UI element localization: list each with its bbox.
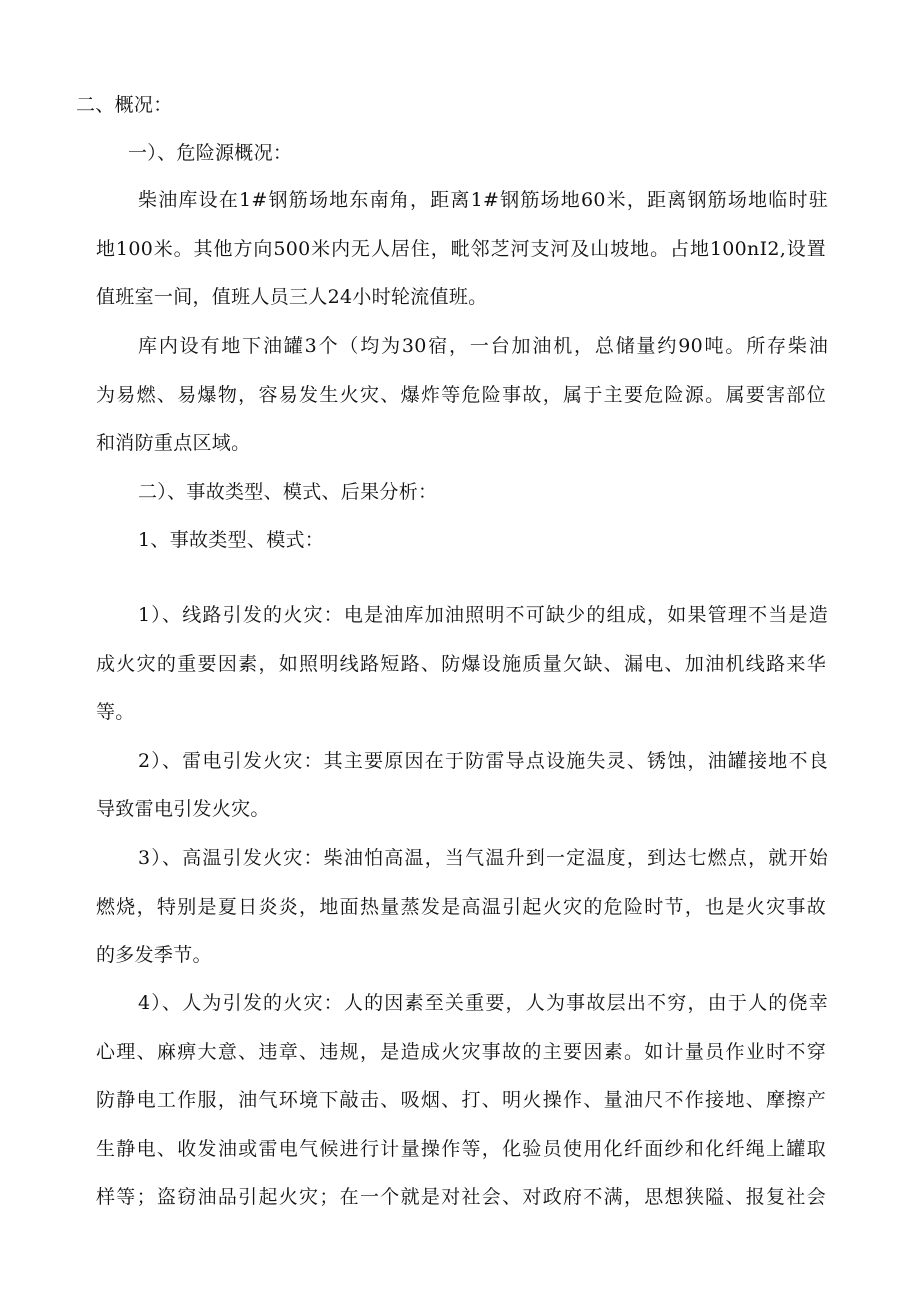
item-1-line-1: 1）、线路引发的火灾：电是油库加油照明不可缺少的组成，如果管理不当是造 <box>138 604 828 626</box>
item-4-line-1: 4）、人为引发的火灾：人的因素至关重要，人为事故层出不穷，由于人的侥幸 <box>138 992 828 1014</box>
paragraph-2-line-3: 和消防重点区域。 <box>96 432 251 454</box>
paragraph-2-line-2: 为易燃、易爆物，容易发生火灾、爆炸等危险事故，属于主要危险源。属要害部位 <box>96 384 826 406</box>
item-4-line-2: 心理、麻痹大意、违章、违规，是造成火灾事故的主要因素。如计量员作业时不穿 <box>96 1041 826 1063</box>
item-2-line-2: 导致雷电引发火灾。 <box>96 798 270 820</box>
paragraph-1-line-3: 值班室一间，值班人员三人24小时轮流值班。 <box>96 286 488 308</box>
section-heading: 二、概况： <box>76 94 173 116</box>
item-1-line-2: 成火灾的重要因素，如照明线路短路、防爆设施质量欠缺、漏电、加油机线路来华 <box>96 653 826 675</box>
item-4-line-4: 生静电、收发油或雷电气候进行计量操作等，化验员使用化纤面纱和化纤绳上罐取 <box>96 1138 826 1160</box>
item-4-line-3: 防静电工作服，油气环境下敲击、吸烟、打、明火操作、量油尺不作接地、摩擦产 <box>96 1089 826 1111</box>
item-1-line-3: 等。 <box>96 701 135 723</box>
subsection-heading-hazard-overview: 一）、危险源概况： <box>128 142 293 164</box>
item-4-line-5: 样等；盗窃油品引起火灾；在一个就是对社会、对政府不满，思想狭隘、报复社会 <box>96 1186 826 1208</box>
item-2-line-1: 2）、雷电引发火灾：其主要原因在于防雷导点设施失灵、锈蚀，油罐接地不良 <box>138 750 828 772</box>
subsection-heading-accident-analysis: 二）、事故类型、模式、后果分析： <box>138 481 438 503</box>
item-3-line-2: 燃烧，特别是夏日炎炎，地面热量蒸发是高温引起火灾的危险时节，也是火灾事故 <box>96 896 826 918</box>
item-3-line-1: 3）、高温引发火灾：柴油怕高温，当气温升到一定温度，到达七燃点，就开始 <box>138 847 828 869</box>
paragraph-2-line-1: 库内设有地下油罐3个（均为30宿，一台加油机，总储量约90吨。所存柴油 <box>138 335 828 357</box>
item-3-line-3: 的多发季节。 <box>96 944 212 966</box>
item-heading-accident-types: 1、事故类型、模式： <box>138 529 325 551</box>
paragraph-1-line-1: 柴油库设在1#钢筋场地东南角，距离1#钢筋场地60米，距离钢筋场地临时驻 <box>138 189 828 211</box>
paragraph-1-line-2: 地100米。其他方向500米内无人居住，毗邻芝河支河及山坡地。占地100nI2,设置 <box>96 238 826 260</box>
